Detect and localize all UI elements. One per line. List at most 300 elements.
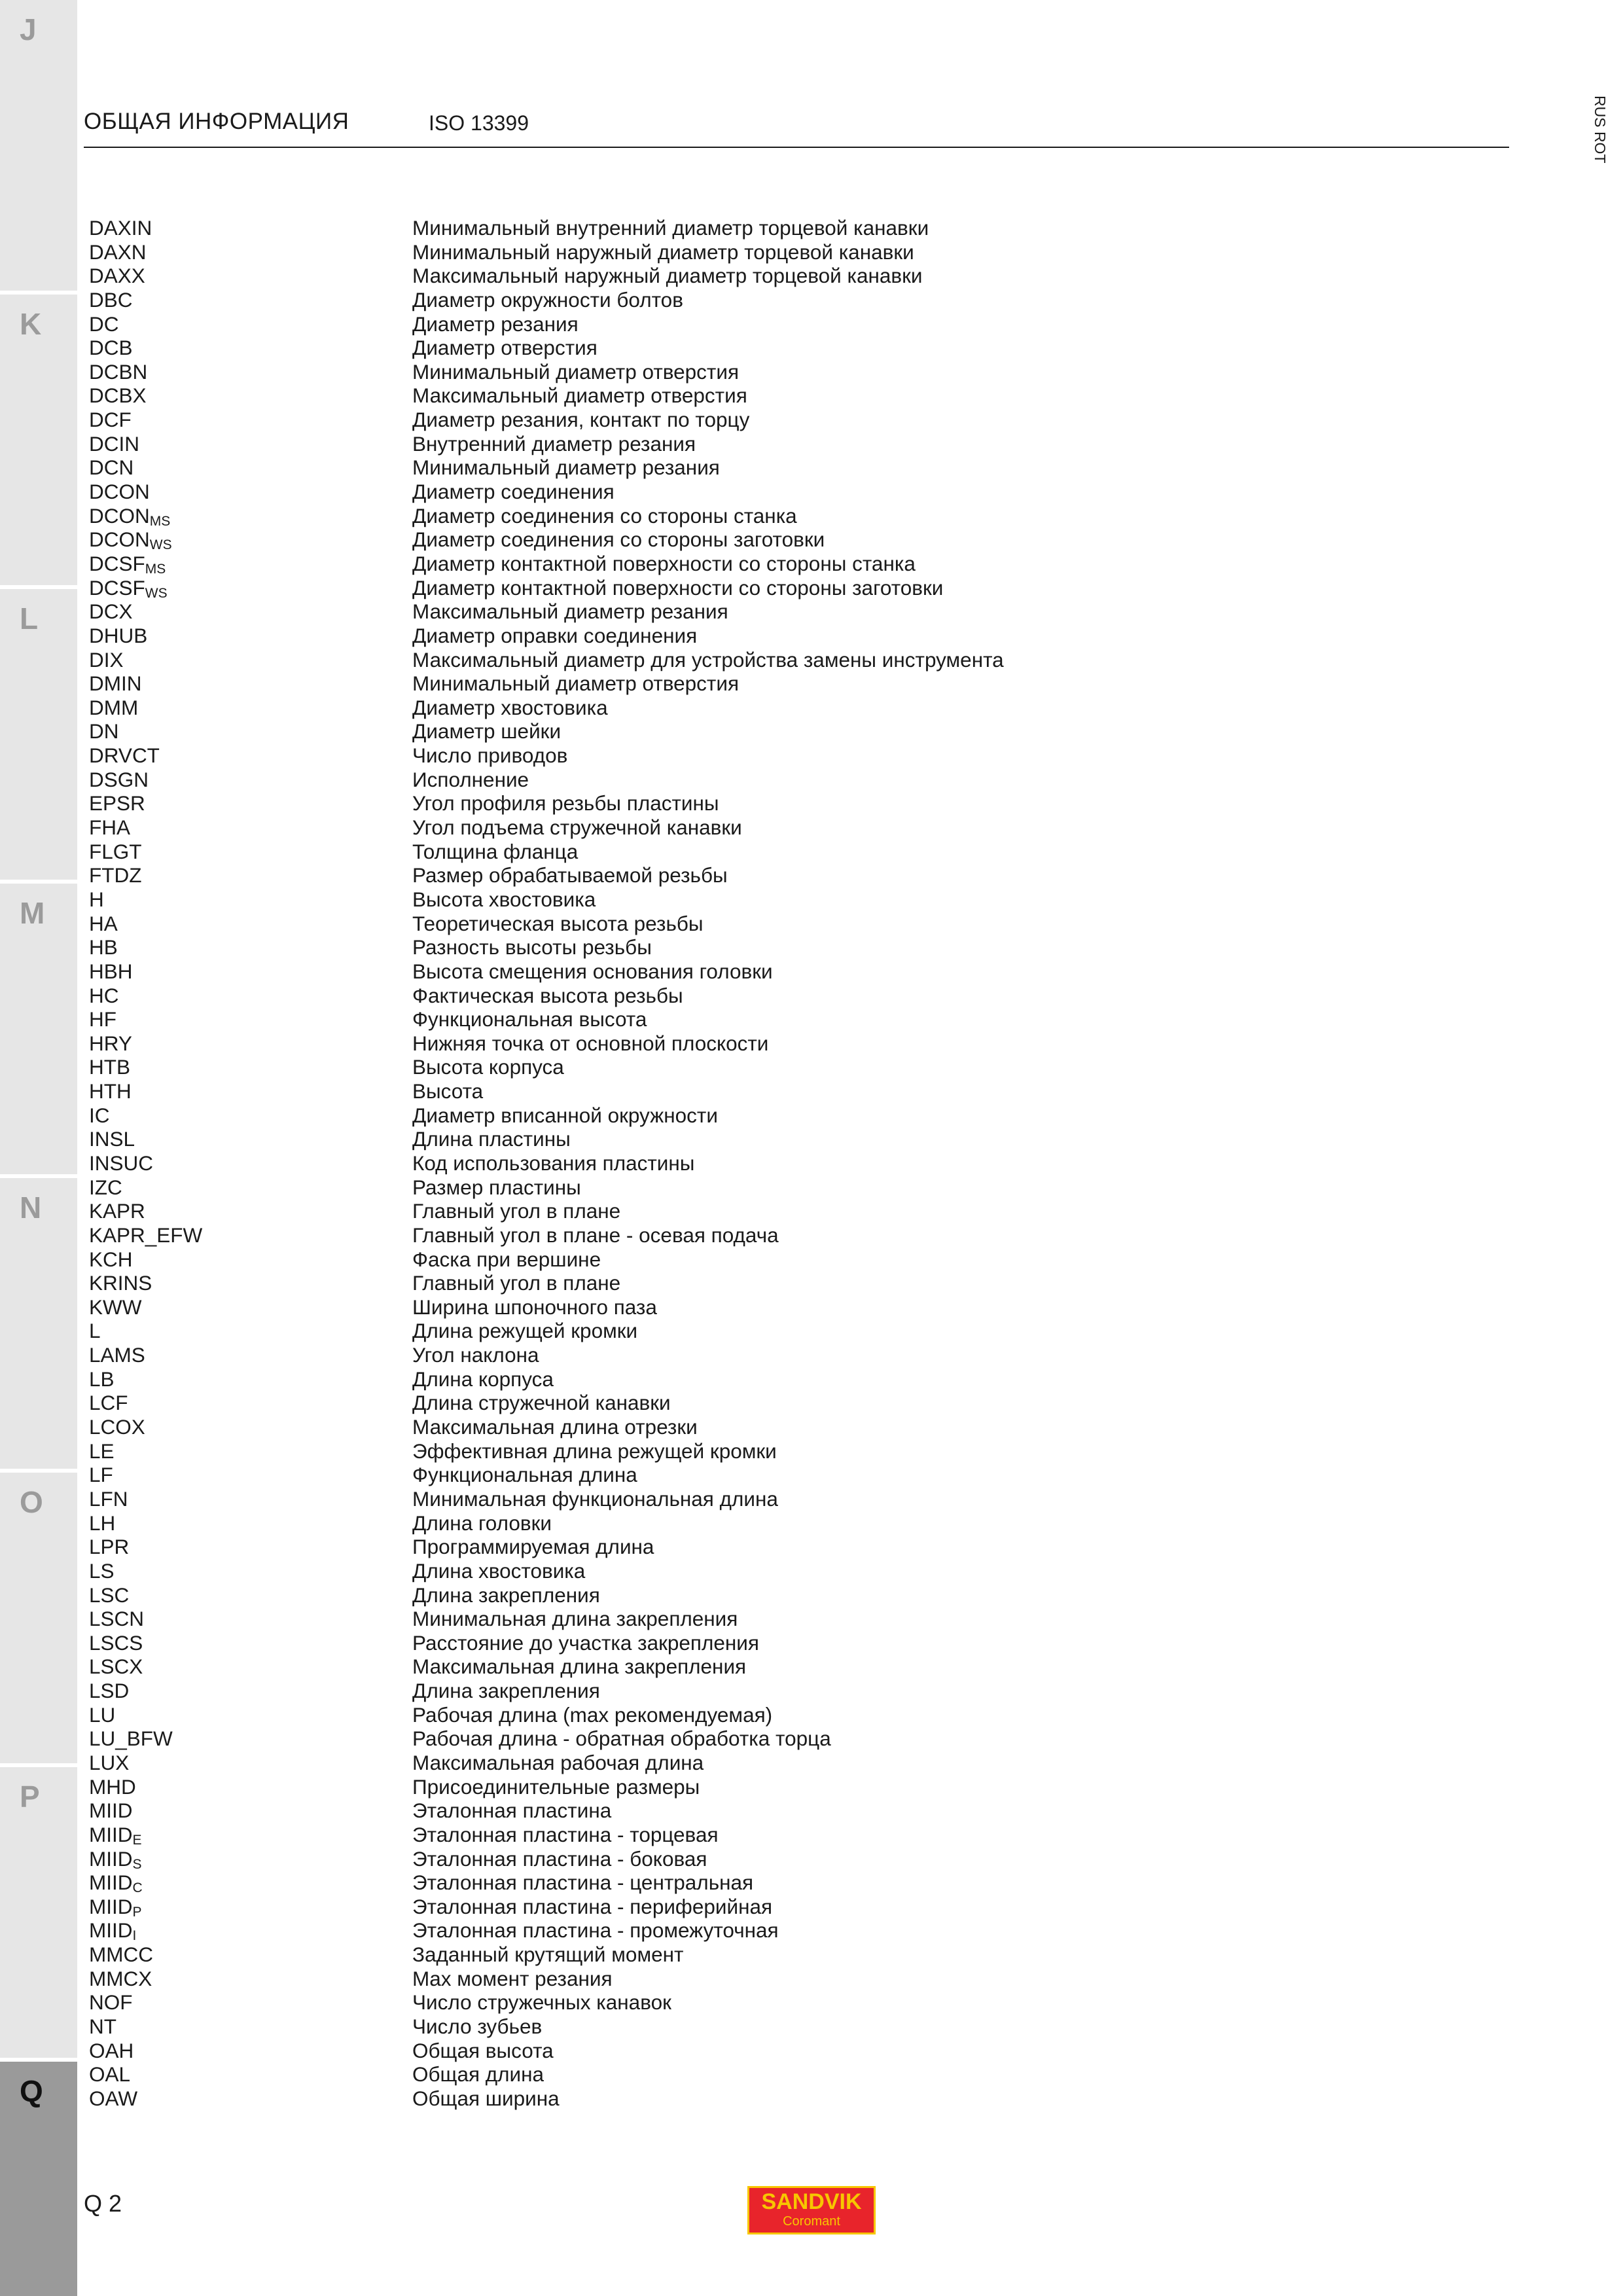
parameter-code-main: DRVCT <box>89 744 160 768</box>
glossary-row <box>89 1918 1136 1943</box>
parameter-code-main: LF <box>89 1463 113 1487</box>
parameter-code-main: KAPR <box>89 1199 145 1223</box>
parameter-code-main: MIID <box>89 1894 133 1918</box>
parameter-code <box>89 1079 132 1103</box>
parameter-description: Исполнение <box>412 767 529 791</box>
glossary-row <box>89 1151 1136 1175</box>
glossary-list <box>89 216 1136 2111</box>
parameter-code-main: HRY <box>89 1031 132 1055</box>
glossary-row <box>89 816 1136 840</box>
parameter-description: Максимальный наружный диаметр торцевой канавки <box>412 264 923 288</box>
parameter-code-main: DCBN <box>89 359 148 384</box>
parameter-code <box>89 1391 128 1415</box>
parameter-description: Минимальный наружный диаметр торцевой канавки <box>412 240 914 264</box>
parameter-code-main: DCB <box>89 336 133 360</box>
section-tab-j[interactable] <box>0 0 77 291</box>
parameter-code-main: HC <box>89 983 119 1007</box>
parameter-description: Программируемая длина <box>412 1535 654 1559</box>
parameter-code <box>89 1655 143 1679</box>
parameter-code <box>89 1918 136 1943</box>
glossary-row <box>89 1727 1136 1751</box>
parameter-code-main: KAPR_EFW <box>89 1223 203 1247</box>
glossary-row <box>89 432 1136 456</box>
parameter-code <box>89 1631 143 1655</box>
section-tab-letter: P <box>20 1780 40 1814</box>
glossary-row <box>89 216 1136 240</box>
parameter-code-main: DCON <box>89 528 150 552</box>
glossary-row <box>89 1559 1136 1583</box>
parameter-code <box>89 1367 115 1391</box>
parameter-code-subscript: P <box>132 1904 142 1920</box>
parameter-code-main: LU <box>89 1702 116 1727</box>
parameter-description: Угол подъема стружечной канавки <box>412 816 742 840</box>
parameter-code <box>89 912 118 936</box>
parameter-description: Высота хвостовика <box>412 887 596 911</box>
parameter-description: Код использования пластины <box>412 1151 695 1175</box>
parameter-code <box>89 1247 133 1272</box>
parameter-code-main: LH <box>89 1511 116 1535</box>
parameter-description: Максимальный диаметр резания <box>412 600 728 624</box>
parameter-description: Главный угол в плане - осевая подача <box>412 1223 779 1247</box>
glossary-row <box>89 1967 1136 1991</box>
page-number: Q 2 <box>84 2190 122 2217</box>
parameter-code <box>89 2039 134 2063</box>
parameter-description: Угол наклона <box>412 1343 539 1367</box>
parameter-description: Главный угол в плане <box>412 1271 621 1295</box>
glossary-row <box>89 863 1136 888</box>
section-tab-n[interactable] <box>0 1178 77 1469</box>
parameter-code-subscript: I <box>132 1928 137 1944</box>
glossary-row <box>89 840 1136 864</box>
logo-brand: SANDVIK <box>761 2189 862 2214</box>
parameter-code <box>89 624 147 648</box>
parameter-code-main: LSCX <box>89 1655 143 1679</box>
parameter-code-subscript: WS <box>145 585 168 601</box>
parameter-description: Диаметр контактной поверхности со стороны станка <box>412 551 916 575</box>
parameter-code-main: LUX <box>89 1751 130 1774</box>
parameter-code-main: LE <box>89 1439 115 1463</box>
parameter-code-main: INSUC <box>89 1151 154 1175</box>
glossary-row <box>89 791 1136 816</box>
parameter-description: Нижняя точка от основной плоскости <box>412 1031 769 1055</box>
parameter-code <box>89 1799 133 1823</box>
glossary-row <box>89 1823 1136 1847</box>
parameter-description: Функциональная длина <box>412 1463 637 1487</box>
parameter-code <box>89 935 118 960</box>
standard-label: ISO 13399 <box>429 111 529 135</box>
parameter-code-main: MIID <box>89 1918 133 1943</box>
parameter-code <box>89 1439 115 1463</box>
glossary-row <box>89 719 1136 744</box>
section-tab-letter: Q <box>20 2074 43 2108</box>
parameter-code <box>89 264 145 288</box>
glossary-row <box>89 480 1136 504</box>
parameter-code-main: LSC <box>89 1583 130 1607</box>
parameter-code-main: OAW <box>89 2086 138 2110</box>
parameter-code <box>89 1271 152 1295</box>
parameter-description: Высота корпуса <box>412 1055 564 1079</box>
parameter-description: Длина закрепления <box>412 1583 600 1607</box>
parameter-code-main: DHUB <box>89 623 148 647</box>
glossary-row <box>89 1367 1136 1391</box>
parameter-code <box>89 696 138 720</box>
parameter-code-main: HB <box>89 935 118 960</box>
parameter-description: Число зубьев <box>412 2015 543 2039</box>
glossary-row <box>89 456 1136 480</box>
section-tab-letter: M <box>20 896 45 930</box>
parameter-description: Эталонная пластина - торцевая <box>412 1822 719 1846</box>
parameter-code-main: EPSR <box>89 791 145 816</box>
parameter-code-main: FLGT <box>89 839 142 863</box>
section-tabs <box>0 0 77 2296</box>
glossary-row <box>89 1535 1136 1559</box>
parameter-description: Минимальная функциональная длина <box>412 1486 778 1511</box>
glossary-row <box>89 1079 1136 1103</box>
parameter-code-main: LCOX <box>89 1415 145 1439</box>
parameter-code <box>89 1223 202 1247</box>
parameter-code-subscript: E <box>132 1832 142 1848</box>
parameter-description: Общая ширина <box>412 2086 560 2110</box>
sandvik-coromant-logo <box>747 2186 876 2234</box>
glossary-row <box>89 1127 1136 1151</box>
parameter-code-main: INSL <box>89 1127 135 1151</box>
parameter-description: Длина хвостовика <box>412 1558 586 1583</box>
glossary-row <box>89 1631 1136 1655</box>
parameter-description: Диаметр соединения со стороны станка <box>412 503 797 528</box>
parameter-description: Диаметр резания, контакт по торцу <box>412 408 750 432</box>
section-tab-k[interactable] <box>0 295 77 585</box>
glossary-row <box>89 768 1136 792</box>
parameter-description: Диаметр оправки соединения <box>412 623 698 647</box>
parameter-description: Максимальная длина закрепления <box>412 1655 747 1679</box>
glossary-row <box>89 2039 1136 2063</box>
parameter-code <box>89 216 152 240</box>
parameter-description: Присоединительные размеры <box>412 1774 700 1799</box>
parameter-description: Общая высота <box>412 2038 554 2062</box>
glossary-row <box>89 1055 1136 1079</box>
parameter-code <box>89 1031 132 1056</box>
parameter-code-main: LS <box>89 1558 115 1583</box>
section-tab-l[interactable] <box>0 589 77 880</box>
parameter-description: Максимальная длина отрезки <box>412 1415 698 1439</box>
parameter-code-main: DMIN <box>89 672 142 696</box>
parameter-description: Теоретическая высота резьбы <box>412 911 704 935</box>
parameter-code <box>89 1463 113 1487</box>
parameter-description: Рабочая длина - обратная обработка торца <box>412 1727 831 1751</box>
section-tab-o[interactable] <box>0 1473 77 1763</box>
parameter-code <box>89 2087 137 2111</box>
parameter-code-main: DCSF <box>89 551 145 575</box>
glossary-row <box>89 2062 1136 2087</box>
parameter-code-main: LSCS <box>89 1630 143 1655</box>
parameter-description: Число приводов <box>412 744 568 768</box>
glossary-row <box>89 1031 1136 1056</box>
glossary-row <box>89 1847 1136 1871</box>
parameter-description: Главный угол в плане <box>412 1199 621 1223</box>
parameter-code-main: DCON <box>89 503 150 528</box>
glossary-row <box>89 1655 1136 1679</box>
parameter-code <box>89 960 133 984</box>
parameter-code-main: HTB <box>89 1055 130 1079</box>
parameter-description: Разность высоты резьбы <box>412 935 652 960</box>
parameter-code <box>89 432 139 456</box>
parameter-code <box>89 1775 136 1799</box>
parameter-description: Max момент резания <box>412 1966 613 1990</box>
parameter-code <box>89 888 104 912</box>
parameter-code-main: DC <box>89 312 119 336</box>
section-tab-p[interactable] <box>0 1767 77 2058</box>
glossary-row <box>89 984 1136 1008</box>
glossary-row <box>89 1799 1136 1823</box>
glossary-row <box>89 2015 1136 2039</box>
glossary-row <box>89 1775 1136 1799</box>
glossary-row <box>89 1679 1136 1703</box>
parameter-code <box>89 1847 142 1871</box>
parameter-code-main: LSD <box>89 1679 130 1703</box>
parameter-code-main: DCX <box>89 600 133 624</box>
parameter-description: Рабочая длина (max рекомендуемая) <box>412 1702 773 1727</box>
glossary-row <box>89 624 1136 648</box>
parameter-description: Минимальный внутренний диаметр торцевой канавки <box>412 216 929 240</box>
parameter-description: Диаметр резания <box>412 312 579 336</box>
parameter-description: Диаметр контактной поверхности со стороны заготовки <box>412 575 944 600</box>
parameter-code <box>89 1703 115 1727</box>
parameter-code-main: HTH <box>89 1079 132 1103</box>
parameter-code <box>89 840 142 864</box>
glossary-row <box>89 552 1136 576</box>
parameter-description: Длина головки <box>412 1511 552 1535</box>
glossary-row <box>89 576 1136 600</box>
parameter-description: Максимальный диаметр отверстия <box>412 384 747 408</box>
parameter-code <box>89 2015 116 2039</box>
glossary-row <box>89 1199 1136 1223</box>
parameter-description: Толщина фланца <box>412 839 579 863</box>
parameter-description: Фаска при вершине <box>412 1247 601 1271</box>
parameter-code-main: LB <box>89 1367 115 1391</box>
parameter-code <box>89 1559 115 1583</box>
parameter-code-main: DCSF <box>89 575 145 600</box>
parameter-code-main: L <box>89 1319 101 1343</box>
parameter-description: Минимальный диаметр резания <box>412 456 720 480</box>
parameter-description: Диаметр шейки <box>412 719 562 744</box>
parameter-code-main: DMM <box>89 695 139 719</box>
glossary-row <box>89 1415 1136 1439</box>
parameter-description: Длина режущей кромки <box>412 1319 638 1343</box>
parameter-code <box>89 1103 110 1128</box>
parameter-description: Длина пластины <box>412 1127 571 1151</box>
parameter-description: Общая длина <box>412 2062 544 2087</box>
section-tab-letter: L <box>20 601 39 636</box>
parameter-description: Размер пластины <box>412 1175 581 1199</box>
parameter-code-main: KCH <box>89 1247 133 1271</box>
parameter-code-main: DCN <box>89 456 134 480</box>
parameter-description: Максимальная рабочая длина <box>412 1751 704 1774</box>
parameter-code <box>89 768 149 792</box>
glossary-row <box>89 1871 1136 1895</box>
parameter-code <box>89 1895 142 1919</box>
glossary-row <box>89 1703 1136 1727</box>
page-title: ОБЩАЯ ИНФОРМАЦИЯ <box>84 109 349 134</box>
parameter-code-main: LSCN <box>89 1607 145 1631</box>
parameter-code-subscript: MS <box>149 513 171 529</box>
parameter-code-main: MMCX <box>89 1966 152 1990</box>
parameter-code-main: MIID <box>89 1822 133 1846</box>
section-tab-m[interactable] <box>0 884 77 1174</box>
parameter-code <box>89 336 133 360</box>
parameter-code <box>89 384 147 408</box>
glossary-row <box>89 1511 1136 1535</box>
glossary-row <box>89 935 1136 960</box>
parameter-description: Внутренний диаметр резания <box>412 431 696 456</box>
parameter-description: Ширина шпоночного паза <box>412 1295 657 1319</box>
parameter-code-main: LAMS <box>89 1343 145 1367</box>
logo-subbrand: Coromant <box>783 2214 840 2229</box>
parameter-code-main: LFN <box>89 1486 128 1511</box>
parameter-description: Эталонная пластина - боковая <box>412 1846 707 1871</box>
parameter-code <box>89 576 168 600</box>
parameter-code <box>89 408 132 432</box>
glossary-row <box>89 912 1136 936</box>
parameter-code <box>89 1127 135 1151</box>
parameter-code-main: FTDZ <box>89 863 142 888</box>
parameter-code <box>89 1583 129 1607</box>
parameter-description: Диаметр хвостовика <box>412 695 608 719</box>
glossary-row <box>89 1175 1136 1200</box>
parameter-code <box>89 1535 129 1559</box>
glossary-row <box>89 744 1136 768</box>
parameter-description: Диаметр соединения <box>412 480 615 504</box>
parameter-description: Эффективная длина режущей кромки <box>412 1439 777 1463</box>
glossary-row <box>89 1271 1136 1295</box>
parameter-description: Размер обрабатываемой резьбы <box>412 863 728 888</box>
parameter-code <box>89 863 141 888</box>
parameter-code <box>89 1319 101 1343</box>
glossary-row <box>89 1319 1136 1343</box>
glossary-row <box>89 1607 1136 1631</box>
parameter-code <box>89 528 172 552</box>
section-tab-letter: O <box>20 1485 43 1519</box>
language-code: RUS ROT <box>1592 96 1609 164</box>
parameter-code <box>89 552 166 576</box>
parameter-code <box>89 1607 144 1631</box>
parameter-code <box>89 984 119 1008</box>
parameter-code <box>89 2062 130 2087</box>
parameter-description: Максимальный диаметр для устройства замены инструмента <box>412 647 1004 672</box>
parameter-code-main: HF <box>89 1007 116 1031</box>
parameter-description: Фактическая высота резьбы <box>412 983 683 1007</box>
glossary-row <box>89 1295 1136 1319</box>
parameter-description: Функциональная высота <box>412 1007 647 1031</box>
parameter-description: Число стружечных канавок <box>412 1990 671 2015</box>
header-divider <box>84 147 1509 148</box>
section-tab-letter: N <box>20 1191 42 1225</box>
glossary-row <box>89 1990 1136 2015</box>
parameter-code <box>89 1487 128 1511</box>
parameter-description: Эталонная пластина <box>412 1799 612 1823</box>
parameter-code <box>89 1679 129 1703</box>
parameter-code-main: KWW <box>89 1295 142 1319</box>
parameter-description: Минимальный диаметр отверстия <box>412 672 740 696</box>
parameter-code <box>89 480 150 504</box>
section-tab-q[interactable] <box>0 2062 77 2296</box>
parameter-description: Высота смещения основания головки <box>412 959 773 983</box>
parameter-code-main: FHA <box>89 816 130 840</box>
parameter-code <box>89 1295 141 1319</box>
glossary-row <box>89 1895 1136 1919</box>
parameter-code-main: LPR <box>89 1535 130 1559</box>
section-tab-letter: J <box>20 12 37 46</box>
parameter-code-main: HA <box>89 911 118 935</box>
parameter-code <box>89 1343 145 1367</box>
parameter-code <box>89 648 124 672</box>
parameter-code <box>89 360 147 384</box>
glossary-row <box>89 528 1136 552</box>
parameter-description: Минимальная длина закрепления <box>412 1607 738 1631</box>
glossary-row <box>89 1751 1136 1775</box>
glossary-row <box>89 1487 1136 1511</box>
parameter-code <box>89 1199 145 1223</box>
parameter-code <box>89 719 119 744</box>
glossary-row <box>89 1343 1136 1367</box>
parameter-code-main: OAH <box>89 2038 134 2062</box>
parameter-code-main: MMCC <box>89 1943 153 1967</box>
parameter-code <box>89 1415 145 1439</box>
glossary-row <box>89 408 1136 432</box>
parameter-description: Длина стружечной канавки <box>412 1391 671 1415</box>
parameter-code-main: MIID <box>89 1799 133 1823</box>
parameter-code-main: DN <box>89 719 119 744</box>
parameter-code <box>89 1007 116 1031</box>
glossary-row <box>89 1391 1136 1415</box>
glossary-row <box>89 1583 1136 1607</box>
parameter-code <box>89 1990 133 2015</box>
glossary-row <box>89 1007 1136 1031</box>
parameter-code-main: HBH <box>89 959 133 983</box>
parameter-description: Минимальный диаметр отверстия <box>412 359 740 384</box>
parameter-description: Диаметр вписанной окружности <box>412 1103 718 1127</box>
glossary-row <box>89 672 1136 696</box>
parameter-code <box>89 1175 122 1200</box>
parameter-description: Эталонная пластина - центральная <box>412 1871 754 1895</box>
glossary-row <box>89 1223 1136 1247</box>
glossary-row <box>89 888 1136 912</box>
parameter-code <box>89 456 134 480</box>
glossary-row <box>89 1943 1136 1967</box>
parameter-description: Заданный крутящий момент <box>412 1943 684 1967</box>
parameter-code-main: OAL <box>89 2062 131 2087</box>
parameter-code <box>89 816 130 840</box>
glossary-row <box>89 1439 1136 1463</box>
parameter-code <box>89 1727 173 1751</box>
parameter-code <box>89 504 170 528</box>
parameter-description: Диаметр окружности болтов <box>412 287 683 312</box>
parameter-description: Диаметр отверстия <box>412 336 597 360</box>
parameter-code-main: IZC <box>89 1175 122 1199</box>
parameter-code-main: DCBX <box>89 384 147 408</box>
parameter-code-subscript: S <box>132 1856 142 1872</box>
parameter-code <box>89 1511 115 1535</box>
glossary-row <box>89 696 1136 720</box>
parameter-code-main: KRINS <box>89 1271 152 1295</box>
parameter-code-subscript: WS <box>149 537 172 553</box>
parameter-description: Эталонная пластина - периферийная <box>412 1894 773 1918</box>
parameter-code <box>89 791 145 816</box>
parameter-description: Расстояние до участка закрепления <box>412 1630 759 1655</box>
parameter-code <box>89 1823 142 1847</box>
parameter-code <box>89 1967 152 1991</box>
parameter-code <box>89 1151 153 1175</box>
glossary-row <box>89 312 1136 336</box>
